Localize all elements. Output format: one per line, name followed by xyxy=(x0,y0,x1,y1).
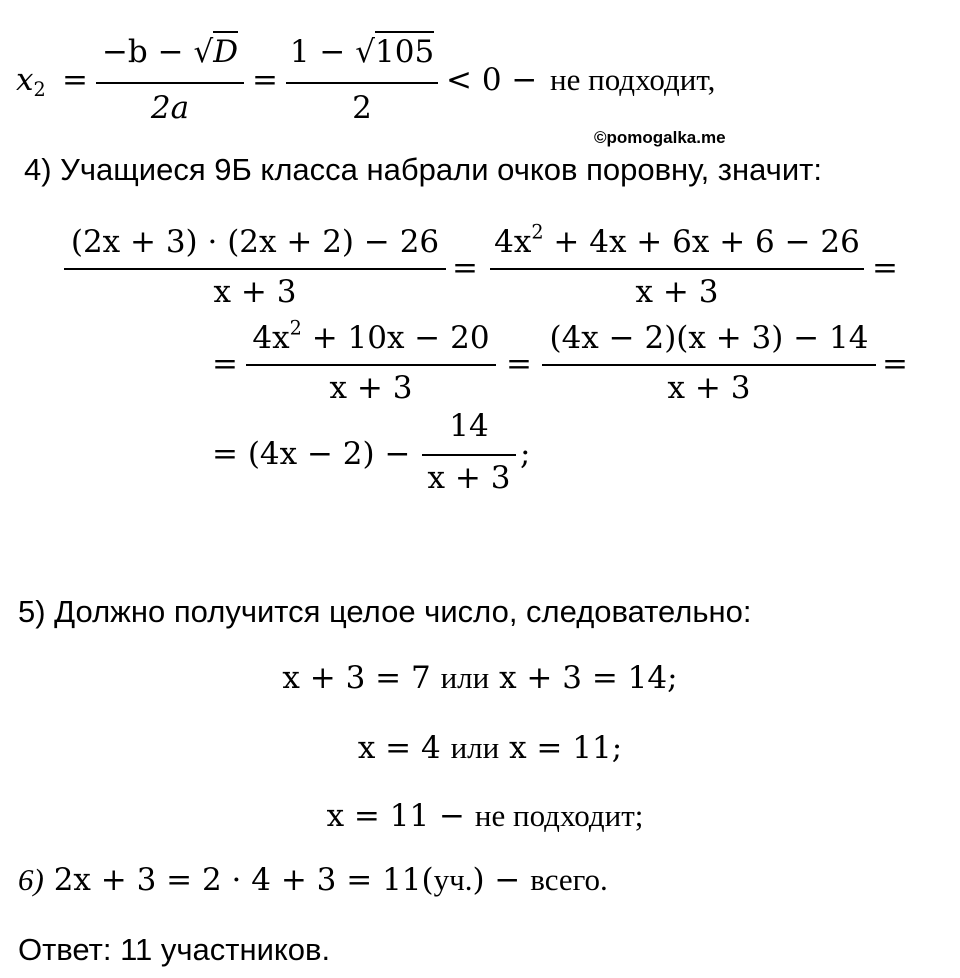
numerator: (2x + 3) · (2x + 2) − 26 xyxy=(70,224,440,260)
fraction-bar xyxy=(286,82,438,84)
numerator: 1 − √ xyxy=(289,34,375,70)
answer: Ответ: 11 участников. xyxy=(18,932,331,967)
step-5-line-2: x = 4 или x = 11; xyxy=(357,730,623,766)
inequality: < 0 − xyxy=(446,62,538,98)
equals-sign: = xyxy=(452,250,478,286)
radicand: D xyxy=(213,34,239,70)
step-5-line-3: x = 11 − не подходит; xyxy=(326,798,644,834)
fraction-bar xyxy=(422,454,516,456)
fraction-score-expression xyxy=(64,220,446,316)
verdict-not-suitable: не подходит, xyxy=(550,62,716,97)
denominator: x + 3 xyxy=(329,370,413,406)
result-expression: = (4x − 2) − xyxy=(212,436,411,472)
step-5-line-1: x + 3 = 7 или x + 3 = 14; xyxy=(282,660,678,696)
denominator: x + 3 xyxy=(213,274,297,310)
fraction-bar xyxy=(64,268,446,270)
equals-sign: = xyxy=(872,250,898,286)
step-6-line: 6) 2x + 3 = 2 · 4 + 3 = 11(уч.) − всего. xyxy=(18,862,608,898)
fraction-remainder xyxy=(422,404,516,500)
fraction-bar xyxy=(96,82,244,84)
fraction-root-value xyxy=(286,30,438,126)
denominator: x + 3 xyxy=(635,274,719,310)
numerator: (4x − 2)(x + 3) − 14 xyxy=(549,320,869,356)
radicand: 105 xyxy=(375,31,434,70)
denominator: 2 xyxy=(352,90,372,126)
denominator: x + 3 xyxy=(667,370,751,406)
equals-sign: = xyxy=(506,346,532,382)
equals-sign: = xyxy=(62,62,88,98)
numerator: 14 xyxy=(449,408,489,444)
x2-symbol: $x_2$ xyxy=(16,62,46,101)
fraction-factored xyxy=(542,316,876,412)
fraction-expanded: $4x^2 + 4x + 6x + 6 - 26$ x + 3 xyxy=(490,220,864,316)
equals-sign: = xyxy=(212,346,238,382)
fraction-bar xyxy=(490,268,864,270)
step-6-label: 6) xyxy=(18,862,44,897)
semicolon: ; xyxy=(520,436,531,472)
fraction-simplified: $4x^2 + 10x - 20$ x + 3 xyxy=(246,316,496,412)
fraction-bar xyxy=(246,364,496,366)
step-5-heading: 5) Должно получится целое число, следовательно: xyxy=(18,594,752,629)
numerator: −b − √ xyxy=(101,34,214,70)
fraction-bar xyxy=(542,364,876,366)
fraction-root-formula xyxy=(96,30,244,126)
denominator: x + 3 xyxy=(427,460,511,496)
equals-sign: = xyxy=(252,62,278,98)
watermark: ©pomogalka.me xyxy=(594,128,726,147)
equals-sign: = xyxy=(882,346,908,382)
denominator: 2a xyxy=(150,90,190,126)
step-4-heading: 4) Учащиеся 9Б класса набрали очков поровну, значит: xyxy=(24,152,822,187)
